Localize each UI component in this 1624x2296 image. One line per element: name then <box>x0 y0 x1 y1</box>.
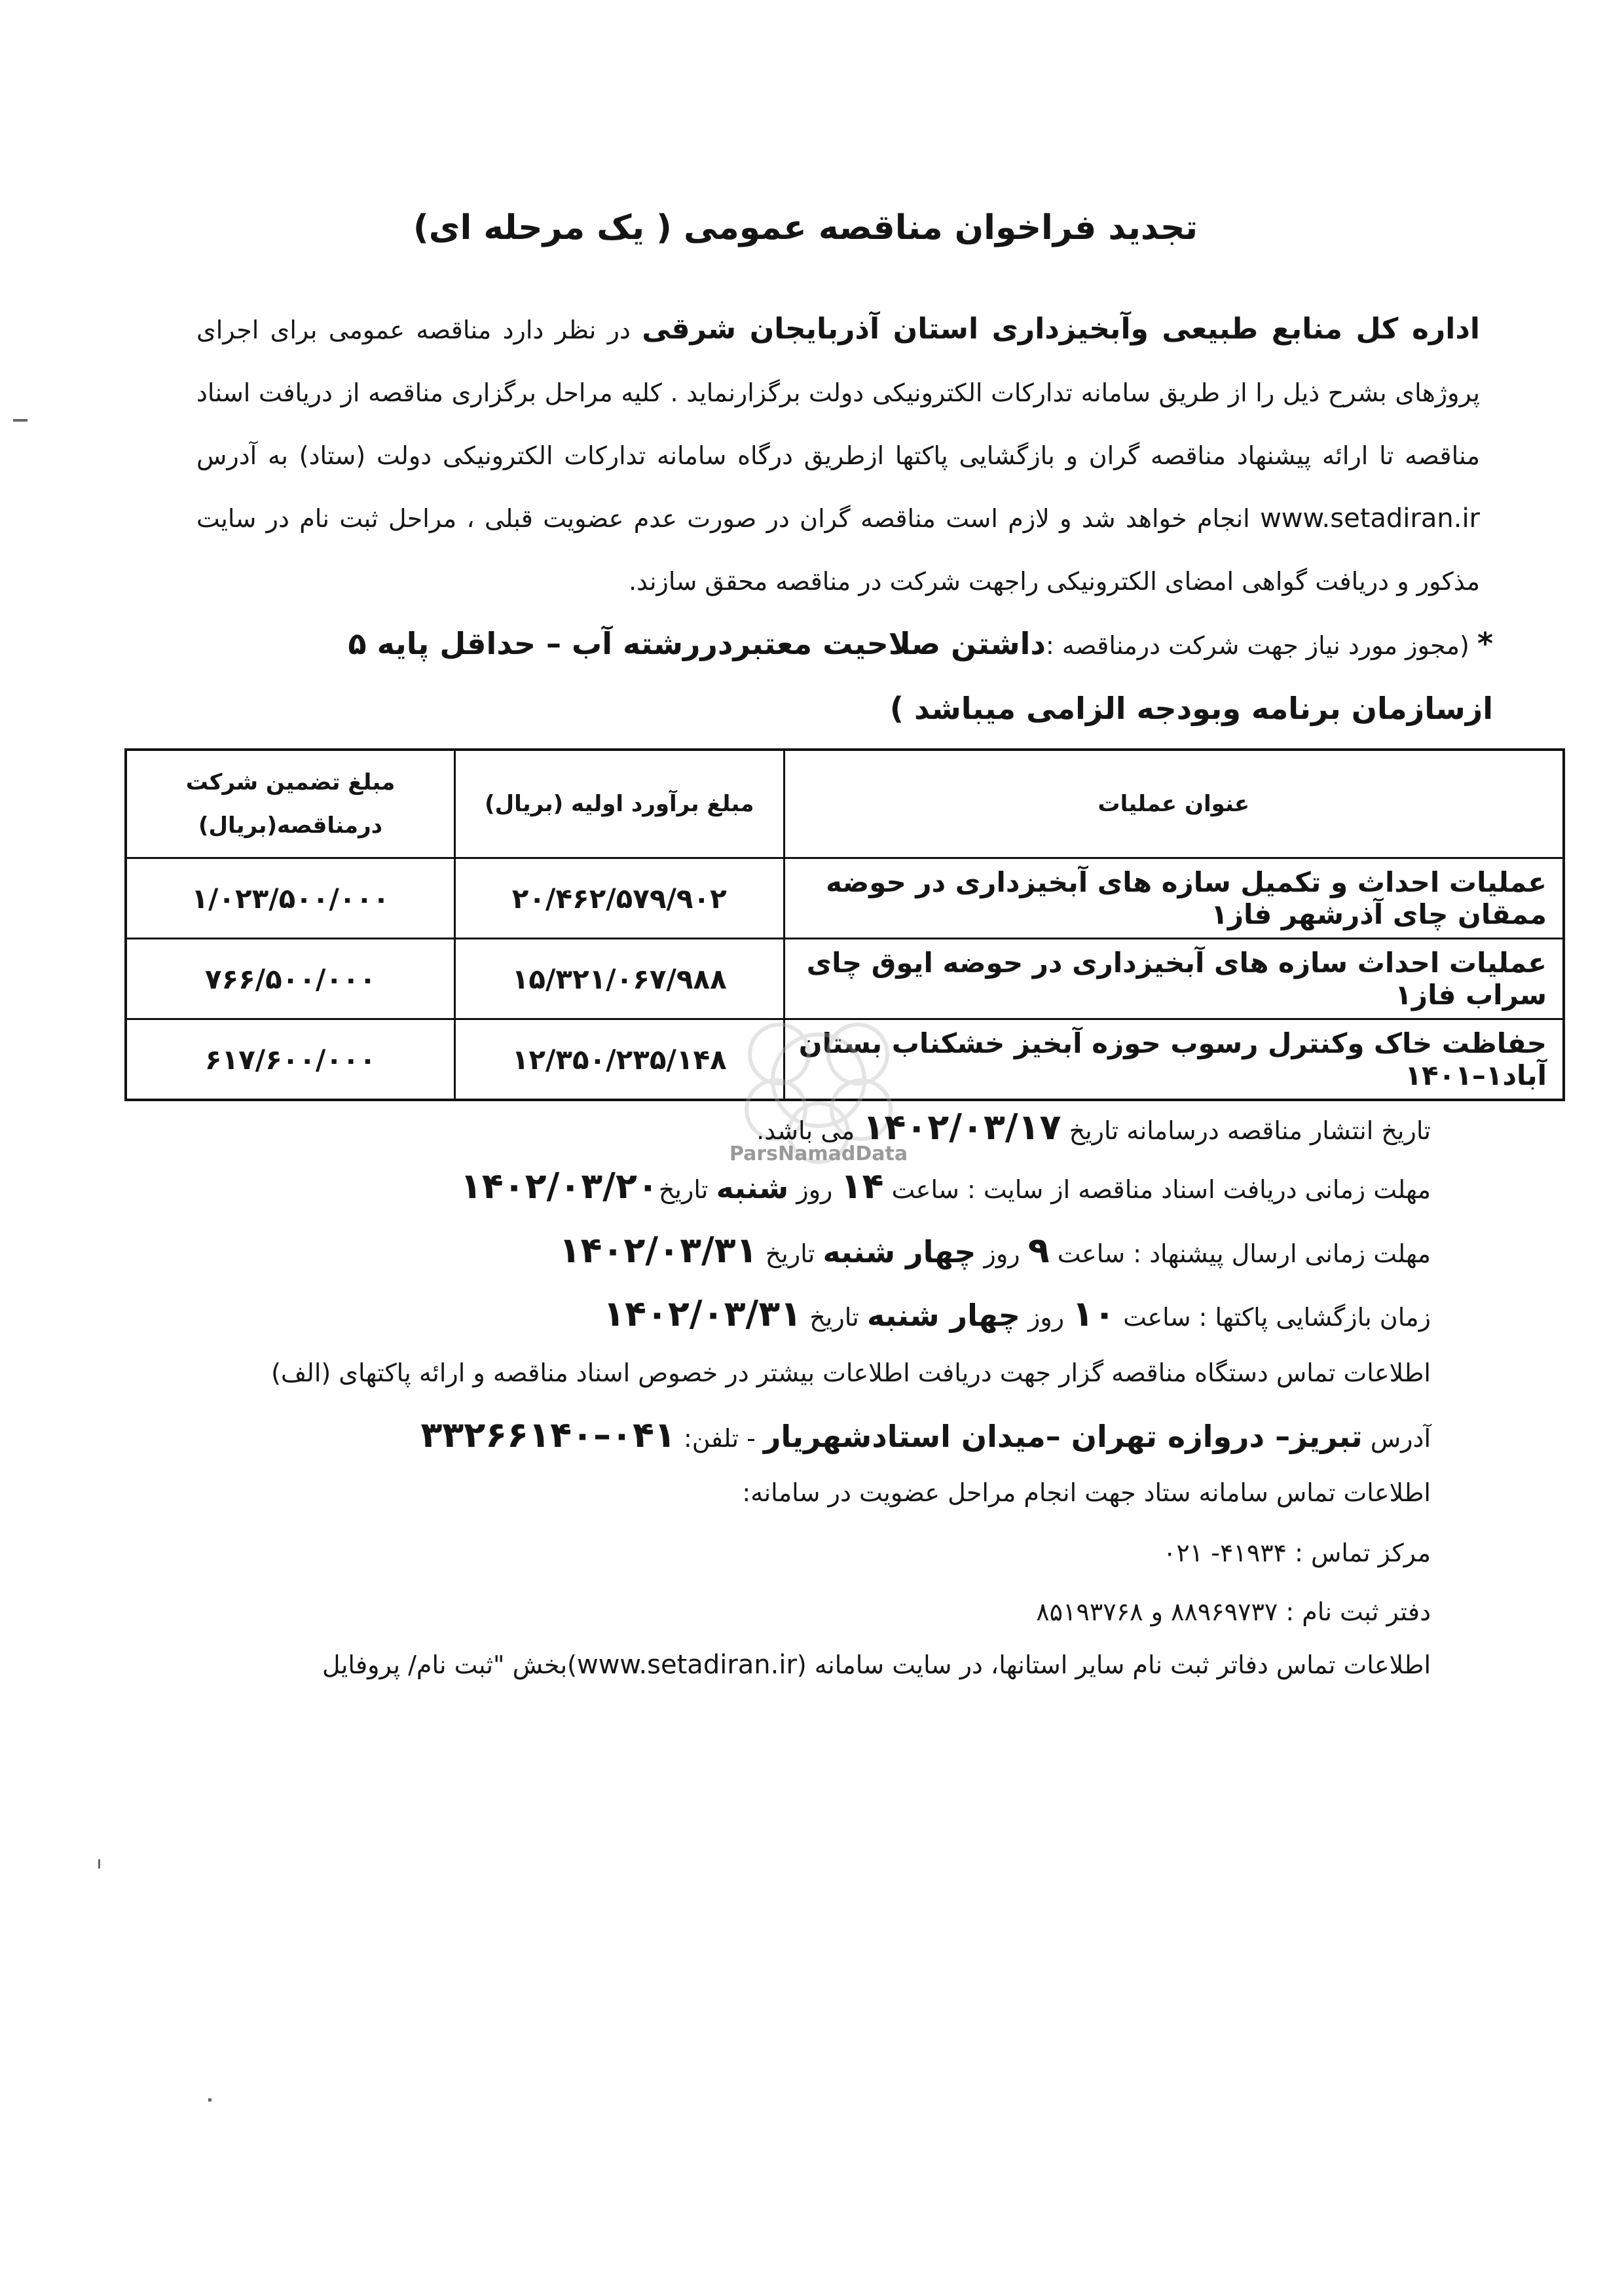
license-requirement-text: داشتن صلاحیت معتبردررشته آب – حداقل پایه ۵ ازسازمان برنامه وبودجه الزامی میباشد ) <box>348 626 1493 726</box>
publish-date-line: تاریخ انتشار مناقصه درسامانه تاریخ ۱۴۰۲/۰۳/۱۷ می باشد. <box>756 1106 1431 1148</box>
provinces-line: اطلاعات تماس دفاتر ثبت نام سایر استانها، در سایت سامانه (www.setadiran.ir)بخش "ثبت نام/ پروفایل <box>322 1650 1431 1680</box>
opening-date: ۱۴۰۲/۰۳/۳۱ <box>603 1293 802 1334</box>
document-deadline-line: مهلت زمانی دریافت اسناد مناقصه از سایت : ساعت ۱۴ روز شنبه تاریخ۱۴۰۲/۰۳/۲۰ <box>460 1165 1431 1207</box>
registration-office-line: دفتر ثبت نام : ۸۸۹۶۹۷۳۷ و ۸۵۱۹۳۷۶۸ <box>1036 1597 1431 1626</box>
header-estimate: مبلغ برآورد اولیه (بریال) <box>455 750 784 858</box>
intro-text-2: انجام خواهد شد و لازم است مناقصه گران در صورت عدم عضویت قبلی ، مراحل ثبت نام در سایت مذکور و دریافت گواهی امضای الکترونیکی راجهت شرکت در مناقصه محقق سازند. <box>196 504 1480 596</box>
scan-mark <box>98 1859 100 1868</box>
operation-title: عملیات احداث و تکمیل سازه های آبخیزداری در حوضه ممقان چای آذرشهر فاز۱ <box>784 858 1564 939</box>
watermark-brand: ParsNamadData <box>729 1142 908 1165</box>
intro-text-1: در نظر دارد مناقصه عمومی برای اجرای پروژهای بشرح ذیل را از طریق سامانه تدارکات الکترونیکی دولت برگزارنماید . کلیه مراحل برگزاری مناقصه از دریافت اسناد مناقصه تا ارائه پیشنهاد مناقصه گران و بازگشایی پاکتها ازطریق درگاه سامانه تدارکات الکترونیکی دولت (ستاد) به آدرس <box>196 316 1480 470</box>
scan-mark <box>13 419 28 422</box>
operation-title: عملیات احداث سازه های آبخیزداری در حوضه ایوق چای سراب فاز۱ <box>784 939 1564 1019</box>
license-prefix: (مجوز مورد نیاز جهت شرکت درمناقصه : <box>1045 631 1469 660</box>
license-requirement <box>210 612 1493 742</box>
setad-contact-line: اطلاعات تماس سامانه ستاد جهت انجام مراحل عضویت در سامانه: <box>742 1478 1431 1507</box>
guarantee-amount: ۷۶۶/۵۰۰/۰۰۰ <box>126 939 455 1019</box>
organization-name: اداره کل منابع طبیعی وآبخیزداری استان آذربایجان شرقی <box>642 312 1480 346</box>
offer-deadline-line: مهلت زمانی ارسال پیشنهاد : ساعت ۹ روز چهار شنبه تاریخ ۱۴۰۲/۰۳/۳۱ <box>559 1230 1431 1271</box>
provinces-url: www.setadiran.ir <box>576 1650 797 1680</box>
estimate-amount: ۱۲/۳۵۰/۲۳۵/۱۴۸ <box>455 1019 784 1101</box>
page-title: تجدید فراخوان مناقصه عمومی ( یک مرحله ای) <box>413 208 1198 247</box>
guarantee-amount: ۱/۰۲۳/۵۰۰/۰۰۰ <box>126 858 455 939</box>
document-deadline-date: ۱۴۰۲/۰۳/۲۰ <box>460 1165 659 1207</box>
estimate-amount: ۲۰/۴۶۲/۵۷۹/۹۰۲ <box>455 858 784 939</box>
setad-url: www.setadiran.ir <box>1260 503 1480 534</box>
phone-number: ۰۴۱–۳۳۲۶۶۱۴۰ <box>420 1414 676 1455</box>
address-value: تبریز– دروازه تهران –میدان استادشهریار <box>763 1419 1363 1454</box>
address-line: آدرس تبریز– دروازه تهران –میدان استادشهریار - تلفن: ۰۴۱–۳۳۲۶۶۱۴۰ <box>420 1414 1431 1455</box>
asterisk-icon: * <box>1477 626 1493 661</box>
guarantee-amount: ۶۱۷/۶۰۰/۰۰۰ <box>126 1019 455 1101</box>
table-header-row <box>126 750 1564 858</box>
call-center-line: مرکز تماس : ۴۱۹۳۴- ۰۲۱ <box>1162 1539 1431 1567</box>
contact-info-line: اطلاعات تماس دستگاه مناقصه گزار جهت دریافت اطلاعات بیشتر در خصوص اسناد مناقصه و ارائه پاکتهای (الف) <box>271 1358 1431 1387</box>
scan-mark <box>208 2098 212 2102</box>
estimate-amount: ۱۵/۳۲۱/۰۶۷/۹۸۸ <box>455 939 784 1019</box>
operation-title: حفاظت خاک وکنترل رسوب حوزه آبخیز خشکناب بستان آباد۱–۱۴۰۱ <box>784 1019 1564 1101</box>
intro-paragraph <box>196 298 1480 613</box>
header-operation: عنوان عملیات <box>784 750 1564 858</box>
publish-date: ۱۴۰۲/۰۳/۱۷ <box>862 1106 1061 1148</box>
table-row <box>126 858 1564 939</box>
opening-time-line: زمان بازگشایی پاکتها : ساعت ۱۰ روز چهار شنبه تاریخ ۱۴۰۲/۰۳/۳۱ <box>603 1293 1431 1334</box>
offer-deadline-date: ۱۴۰۲/۰۳/۳۱ <box>559 1230 758 1271</box>
header-guarantee: مبلغ تضمین شرکت درمناقصه(بریال) <box>126 750 455 858</box>
